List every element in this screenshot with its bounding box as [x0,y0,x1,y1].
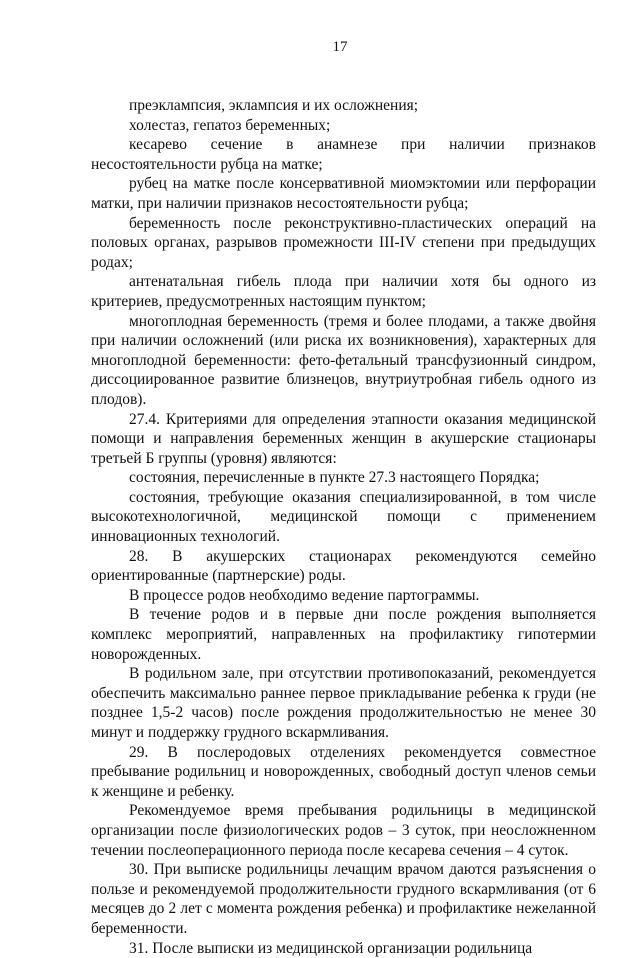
paragraph-30-discharge-advice: 30. При выписке родильницы лечащим врачом даются разъяснения о пользе и рекомендуемой продолжительности грудного вскармливания (от 6 месяцев до 2 лет с момента рождения ребенка) и профилактике нежеланной беременности. [91,861,596,937]
paragraph-partogram: В процессе родов необходимо ведение партограммы. [129,586,480,604]
paragraph-hypothermia-prevention: В течение родов и в первые дни после рождения выполняется комплекс мероприятий, направленных на профилактику гипотермии новорожденных. [91,606,596,663]
paragraph-specialized-care: состояния, требующие оказания специализированной, в том числе высокотехнологичной, медицинской помощи с применением инновационных технологий. [91,488,596,546]
paragraph-antenatal-death: антенатальная гибель плода при наличии хотя бы одного из критериев, предусмотренных настоящим пунктом; [91,273,596,310]
page-number: 17 [332,39,348,55]
paragraph-reconstructive-surgery: беременность после реконструктивно-пластических операций на половых органах, разрывов промежности III-IV степени при предыдущих родах; [91,214,596,271]
paragraph-early-breastfeeding: В родильном зале, при отсутствии противопоказаний, рекомендуется обеспечить максимально раннее первое прикладывание ребенка к груди (не позднее 1,5-2 часов) после рождения продолжительностью не менее 30 минут и поддержку грудного вскармливания. [91,665,596,741]
paragraph-cholestasis: холестаз, гепатоз беременных; [129,116,331,134]
document-body [91,96,596,958]
paragraph-multiple-pregnancy: многоплодная беременность (тремя и более плодами, а также двойня при наличии осложнений (или риска их возникновения), характерных для многоплодной беременности: фето-фетальный трансфузионный синдром, диссоциированное развитие близнецов, внутриутробная гибель одного из плодов). [91,312,596,408]
paragraph-stay-duration: Рекомендуемое время пребывания родильницы в медицинской организации после физиологических родов – 3 суток, при неосложненном течении послеоперационного периода после кесарева сечения – 4 суток. [91,802,596,859]
paragraph-27-4-criteria: 27.4. Критериями для определения этапности оказания медицинской помощи и направления беременных женщин в акушерские стационары третьей Б группы (уровня) являются: [91,410,596,467]
paragraph-uterine-scar: рубец на матке после консервативной миомэктомии или перфорации матки, при наличии признаков несостоятельности рубца; [91,175,596,212]
paragraph-29-rooming-in: 29. В послеродовых отделениях рекомендуется совместное пребывание родильниц и новорожденных, свободный доступ членов семьи к женщине и ребенку. [91,743,596,800]
paragraph-28-partner-birth: 28. В акушерских стационарах рекомендуются семейно ориентированные (партнерские) роды. [91,547,596,585]
paragraph-conditions-27-3: состояния, перечисленные в пункте 27.3 настоящего Порядка; [129,469,540,487]
paragraph-preeclampsia: преэклампсия, эклампсия и их осложнения; [129,97,419,114]
paragraph-cesarean-history: кесарево сечение в анамнезе при наличии признаков несостоятельности рубца на матке; [91,136,596,173]
paragraph-31-after-discharge: 31. После выписки из медицинской организации родильница [129,939,533,957]
